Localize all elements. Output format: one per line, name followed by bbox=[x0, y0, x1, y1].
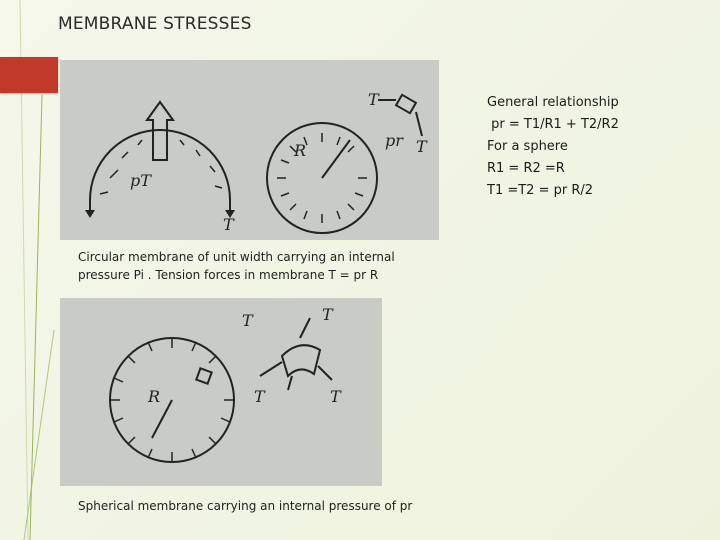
circular-membrane-figure bbox=[60, 60, 439, 240]
relationship-notes bbox=[487, 92, 619, 202]
spherical-membrane-caption: Spherical membrane carrying an internal pressure of pr bbox=[78, 499, 413, 513]
label-t-top-right: T bbox=[322, 305, 333, 324]
label-t-right: T bbox=[416, 137, 427, 156]
accent-bar bbox=[0, 57, 58, 93]
slide-title: MEMBRANE STRESSES bbox=[58, 14, 252, 34]
circular-membrane-caption bbox=[78, 248, 395, 284]
note-line-4: R1 = R2 =R bbox=[487, 161, 565, 176]
label-t-top-left: T bbox=[242, 311, 253, 330]
spherical-membrane-figure bbox=[60, 298, 382, 486]
label-t-right-2: T bbox=[330, 387, 341, 406]
note-line-1: General relationship bbox=[487, 95, 619, 110]
label-t-top: T bbox=[368, 90, 379, 109]
label-r-sphere: R bbox=[148, 387, 161, 406]
circular-membrane-diagram bbox=[60, 60, 439, 240]
caption-line-2: pressure Pi . Tension forces in membrane T = pr R bbox=[78, 268, 379, 282]
caption-line-1: Circular membrane of unit width carrying an internal bbox=[78, 250, 395, 264]
note-line-3: For a sphere bbox=[487, 139, 568, 154]
label-r-circle: R bbox=[294, 141, 307, 160]
note-line-2: pr = T1/R1 + T2/R2 bbox=[487, 117, 619, 132]
label-t-left: T bbox=[223, 215, 234, 234]
spherical-membrane-diagram bbox=[60, 298, 382, 486]
label-pr: pr bbox=[385, 131, 403, 150]
label-pt: pT bbox=[130, 171, 151, 190]
label-t-mid: T bbox=[254, 387, 265, 406]
note-line-5: T1 =T2 = pr R/2 bbox=[487, 183, 594, 198]
